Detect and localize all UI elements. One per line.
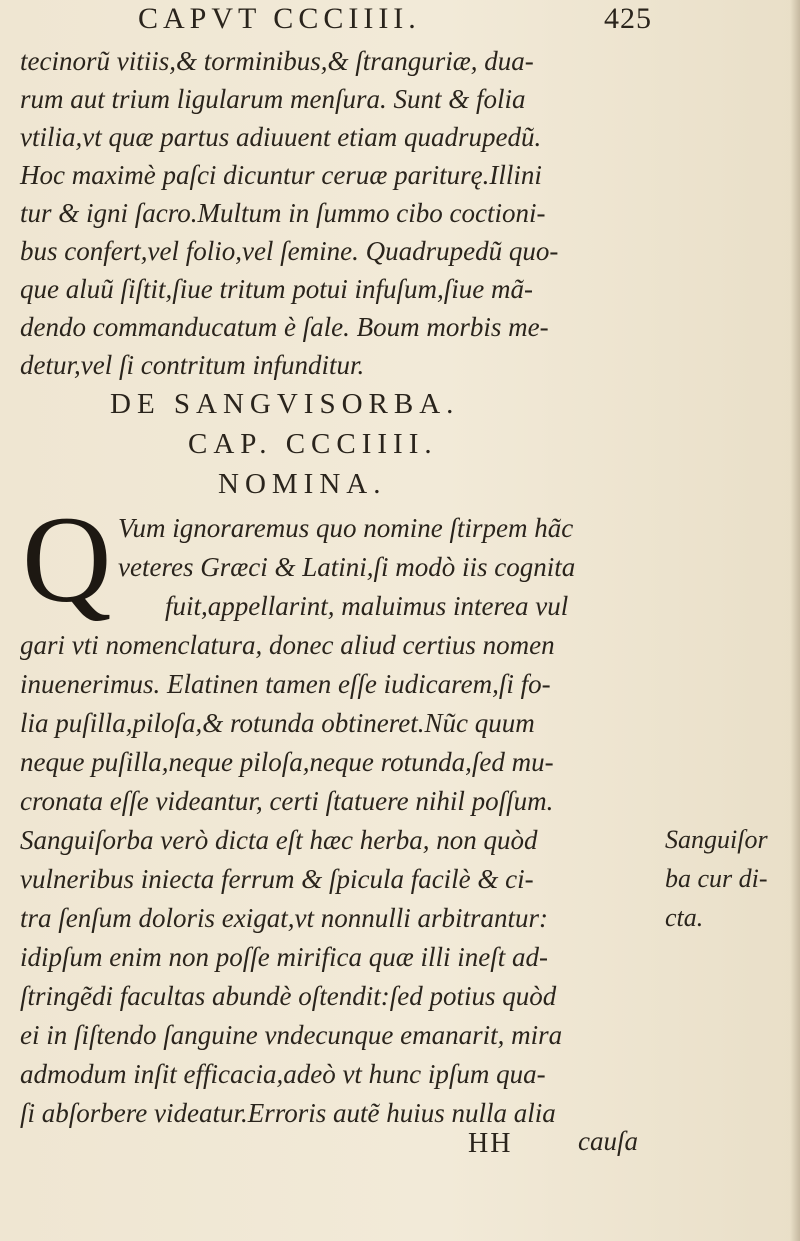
- text-line: neque puſilla,neque piloſa,neque rotunda,ſed mu-: [20, 747, 554, 777]
- chapter-title: DE SANGVISORBA.: [110, 388, 460, 420]
- marginal-note-line: cta.: [665, 903, 704, 932]
- catchword: cauſa: [578, 1126, 638, 1156]
- text-line: tra ſenſum doloris exigat,vt nonnulli arbitrantur:: [20, 903, 548, 933]
- text-line: idipſum enim non poſſe mirifica quæ illi ineſt ad-: [20, 942, 548, 972]
- text-line: dendo commanducatum è ſale. Boum morbis me-: [20, 312, 549, 342]
- text-line: admodum inſit efficacia,adeò vt hunc ipſum qua-: [20, 1059, 546, 1089]
- text-line: tecinorũ vitiis,& torminibus,& ſtranguriæ, dua-: [20, 46, 534, 76]
- text-line: Vum ignoraremus quo nomine ſtirpem hãc: [118, 513, 574, 543]
- text-line: vulneribus iniecta ferrum & ſpicula facilè & ci-: [20, 864, 534, 894]
- marginal-note-line: ba cur di-: [665, 864, 768, 893]
- page-edge-shadow: [790, 0, 800, 1241]
- marginal-note-line: Sanguiſor: [665, 825, 768, 854]
- text-line: fuit,appellarint, maluimus interea vul: [165, 591, 569, 621]
- text-line: gari vti nomenclatura, donec aliud certius nomen: [20, 630, 555, 660]
- text-line: tur & igni ſacro.Multum in ſummo cibo coctioni-: [20, 198, 546, 228]
- text-line: ei in ſiſtendo ſanguine vndecunque emanarit, mira: [20, 1020, 563, 1050]
- text-line: veteres Græci & Latini,ſi modò iis cognita: [118, 552, 576, 582]
- text-line: Sanguiſorba verò dicta eſt hæc herba, non quòd: [20, 825, 538, 855]
- text-line: detur,vel ſi contritum infunditur.: [20, 350, 365, 380]
- chapter-number: CAP. CCCIIII.: [188, 428, 438, 460]
- signature-mark: HH: [468, 1128, 513, 1159]
- running-head-title: CAPVT CCCIIII.: [138, 2, 421, 35]
- page-number: 425: [604, 2, 652, 35]
- text-line: bus confert,vel folio,vel ſemine. Quadrupedũ quo-: [20, 236, 559, 266]
- text-line: lia puſilla,piloſa,& rotunda obtineret.Nũc quum: [20, 708, 535, 738]
- text-line: inuenerimus. Elatinen tamen eſſe iudicarem,ſi fo-: [20, 669, 551, 699]
- text-line: cronata eſſe videantur, certi ſtatuere nihil poſſum.: [20, 786, 554, 816]
- text-line: ſi abſorbere videatur.Erroris autẽ huius nulla alia: [20, 1098, 556, 1128]
- text-line: rum aut trium ligularum menſura. Sunt & folia: [20, 84, 526, 114]
- drop-cap-initial: Q: [22, 491, 112, 628]
- text-line: Hoc maximè paſci dicuntur ceruæ pariturę.Illini: [20, 160, 542, 190]
- text-line: vtilia,vt quæ partus adiuuent etiam quadrupedũ.: [20, 122, 542, 152]
- text-line: ſtringẽdi facultas abundè oſtendit:ſed potius quòd: [20, 981, 557, 1011]
- running-head: [138, 2, 658, 40]
- section-heading: NOMINA.: [218, 468, 387, 500]
- text-line: que aluũ ſiſtit,ſiue tritum potui infuſum,ſiue mã-: [20, 274, 533, 304]
